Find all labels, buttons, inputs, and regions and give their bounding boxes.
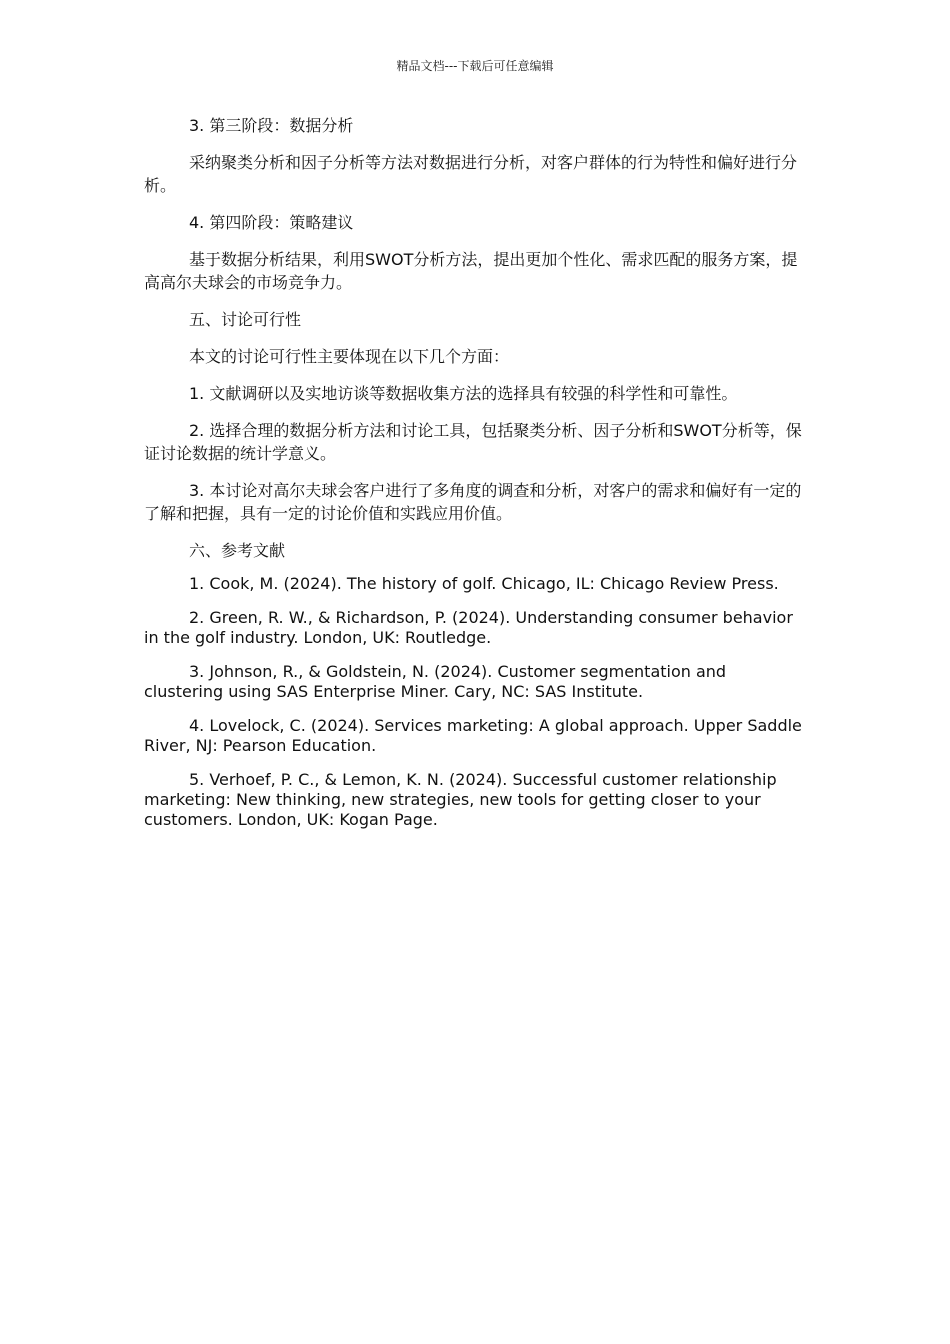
reference-item: 1. Cook, M. (2024). The history of golf. Chicago, IL: Chicago Review Press.	[189, 574, 779, 593]
page-header: 精品文档---下载后可任意编辑	[396, 59, 554, 73]
reference-item: 3. Johnson, R., & Goldstein, N. (2024). Customer segmentation and clustering using SAS Enterprise Miner. Cary, NC: SAS Institute.	[144, 662, 727, 701]
section-heading-stage-4: 4. 第四阶段：策略建议	[189, 213, 354, 232]
body-paragraph: 本文的讨论可行性主要体现在以下几个方面：	[189, 347, 510, 366]
list-item: 3. 本讨论对高尔夫球会客户进行了多角度的调查和分析，对客户的需求和偏好有一定的了解和把握，具有一定的讨论价值和实践应用价值。	[144, 481, 802, 523]
reference-item: 4. Lovelock, C. (2024). Services marketing: A global approach. Upper Saddle River, NJ: Pearson Education.	[144, 716, 802, 755]
body-paragraph: 采纳聚类分析和因子分析等方法对数据进行分析，对客户群体的行为特性和偏好进行分析。	[144, 153, 798, 195]
reference-item: 2. Green, R. W., & Richardson, P. (2024). Understanding consumer behavior in the golf industry. London, UK: Routledge.	[144, 608, 793, 647]
section-heading-feasibility: 五、讨论可行性	[189, 310, 302, 329]
document-body	[144, 114, 806, 844]
body-paragraph: 基于数据分析结果，利用SWOT分析方法，提出更加个性化、需求匹配的服务方案，提高高尔夫球会的市场竞争力。	[144, 250, 798, 292]
section-heading-references: 六、参考文献	[189, 541, 286, 560]
reference-item: 5. Verhoef, P. C., & Lemon, K. N. (2024). Successful customer relationship marketing: New thinking, new strategies, new tools for getting closer to your customers. London, UK: Kogan Page.	[144, 770, 777, 829]
list-item: 1. 文献调研以及实地访谈等数据收集方法的选择具有较强的科学性和可靠性。	[189, 384, 738, 403]
section-heading-stage-3: 3. 第三阶段：数据分析	[189, 116, 354, 135]
list-item: 2. 选择合理的数据分析方法和讨论工具，包括聚类分析、因子分析和SWOT分析等，保证讨论数据的统计学意义。	[144, 421, 802, 463]
